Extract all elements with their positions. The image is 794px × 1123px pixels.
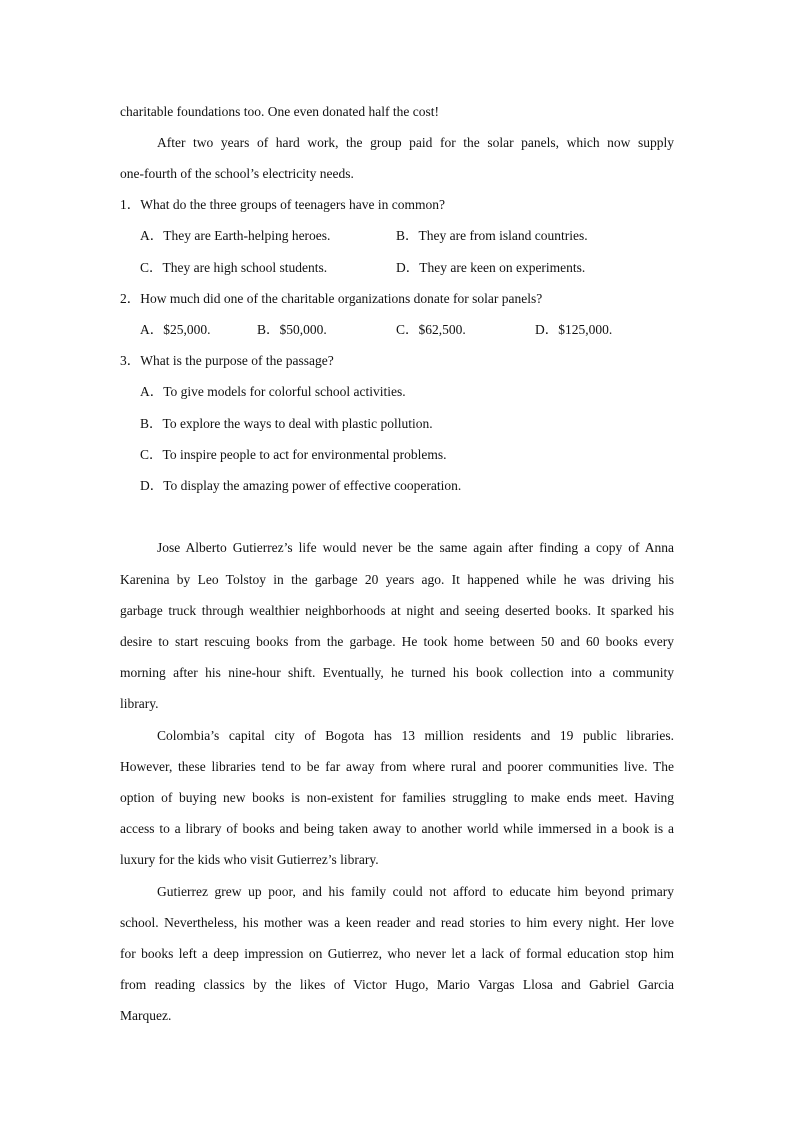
option-letter: B． xyxy=(140,416,163,431)
option-2a[interactable] xyxy=(140,321,211,339)
passage-a-line: charitable foundations too. One even donated half the cost! xyxy=(120,104,440,119)
passage-b-paragraph-line: Jose Alberto Gutierrez’s life would never be the same again after finding a copy of Anna xyxy=(157,540,674,555)
passage-b-paragraph-line: Colombia’s capital city of Bogota has 13 million residents and 19 public libraries. xyxy=(157,728,674,743)
passage-b-paragraph-line: library. xyxy=(120,696,159,711)
option-1b[interactable] xyxy=(396,227,588,245)
passage-b-paragraph-line: Karenina by Leo Tolstoy in the garbage 20 years ago. It happened while he was driving his xyxy=(120,572,674,587)
option-2c[interactable] xyxy=(396,321,466,339)
option-text: To display the amazing power of effective cooperation. xyxy=(163,478,462,493)
option-letter: B． xyxy=(396,228,419,243)
option-1c[interactable] xyxy=(140,259,327,277)
option-3a[interactable] xyxy=(140,383,406,401)
passage-b-paragraph-line: school. Nevertheless, his mother was a keen reader and read stories to him every night. Her love xyxy=(120,915,674,930)
option-letter: B． xyxy=(257,322,280,337)
question-text: How much did one of the charitable organizations donate for solar panels? xyxy=(140,291,543,306)
option-letter: A． xyxy=(140,322,164,337)
question-3 xyxy=(120,352,674,370)
passage-b-paragraph-line: for books left a deep impression on Gutierrez, who never let a lack of formal education stop him xyxy=(120,946,674,961)
option-text: $125,000. xyxy=(558,322,613,337)
passage-b-paragraph-line: garbage truck through wealthier neighborhoods at night and seeing deserted books. It sparked his xyxy=(120,603,674,618)
question-number: 3． xyxy=(120,353,141,368)
option-letter: A． xyxy=(140,228,164,243)
question-number: 1． xyxy=(120,197,141,212)
question-2 xyxy=(120,290,674,308)
option-3d[interactable] xyxy=(140,477,461,495)
option-text: They are from island countries. xyxy=(418,228,588,243)
option-1a[interactable] xyxy=(140,227,330,245)
option-text: They are Earth-helping heroes. xyxy=(163,228,331,243)
option-text: They are keen on experiments. xyxy=(419,260,586,275)
passage-b-paragraph-line: luxury for the kids who visit Gutierrez’s library. xyxy=(120,852,379,867)
option-3c[interactable] xyxy=(140,446,447,464)
option-text: To explore the ways to deal with plastic pollution. xyxy=(162,416,433,431)
question-number: 2． xyxy=(120,291,141,306)
passage-b-paragraph-line: from reading classics by the likes of Victor Hugo, Mario Vargas Llosa and Gabriel Garcia xyxy=(120,977,674,992)
option-letter: A． xyxy=(140,384,164,399)
passage-b-paragraph-line: morning after his nine-hour shift. Eventually, he turned his book collection into a community xyxy=(120,665,674,680)
option-letter: C． xyxy=(140,447,163,462)
option-letter: C． xyxy=(140,260,163,275)
option-text: To inspire people to act for environmental problems. xyxy=(162,447,447,462)
option-letter: D． xyxy=(396,260,420,275)
option-text: They are high school students. xyxy=(162,260,328,275)
passage-b-paragraph-line: access to a library of books and being taken away to another world while immersed in a book is a xyxy=(120,821,674,836)
passage-b-paragraph-line: Marquez. xyxy=(120,1008,172,1023)
question-1 xyxy=(120,196,674,214)
passage-b-paragraph-line: option of buying new books is non-existent for families struggling to make ends meet. Having xyxy=(120,790,674,805)
option-text: $50,000. xyxy=(279,322,327,337)
passage-b-paragraph-line: However, these libraries tend to be far away from where rural and poorer communities live. The xyxy=(120,759,674,774)
option-2b[interactable] xyxy=(257,321,327,339)
option-letter: C． xyxy=(396,322,419,337)
passage-a-paragraph-line: one-fourth of the school’s electricity needs. xyxy=(120,166,354,181)
passage-b-paragraph-line: desire to start rescuing books from the garbage. He took home between 50 and 60 books every xyxy=(120,634,674,649)
option-3b[interactable] xyxy=(140,415,433,433)
option-letter: D． xyxy=(140,478,164,493)
passage-a-paragraph-line: After two years of hard work, the group paid for the solar panels, which now supply xyxy=(157,135,674,150)
option-text: $62,500. xyxy=(418,322,466,337)
option-1d[interactable] xyxy=(396,259,585,277)
passage-b-paragraph-line: Gutierrez grew up poor, and his family could not afford to educate him beyond primary xyxy=(157,884,674,899)
option-2d[interactable] xyxy=(535,321,612,339)
question-text: What do the three groups of teenagers have in common? xyxy=(140,197,446,212)
option-text: $25,000. xyxy=(163,322,211,337)
option-text: To give models for colorful school activities. xyxy=(163,384,406,399)
option-letter: D． xyxy=(535,322,559,337)
question-text: What is the purpose of the passage? xyxy=(140,353,334,368)
